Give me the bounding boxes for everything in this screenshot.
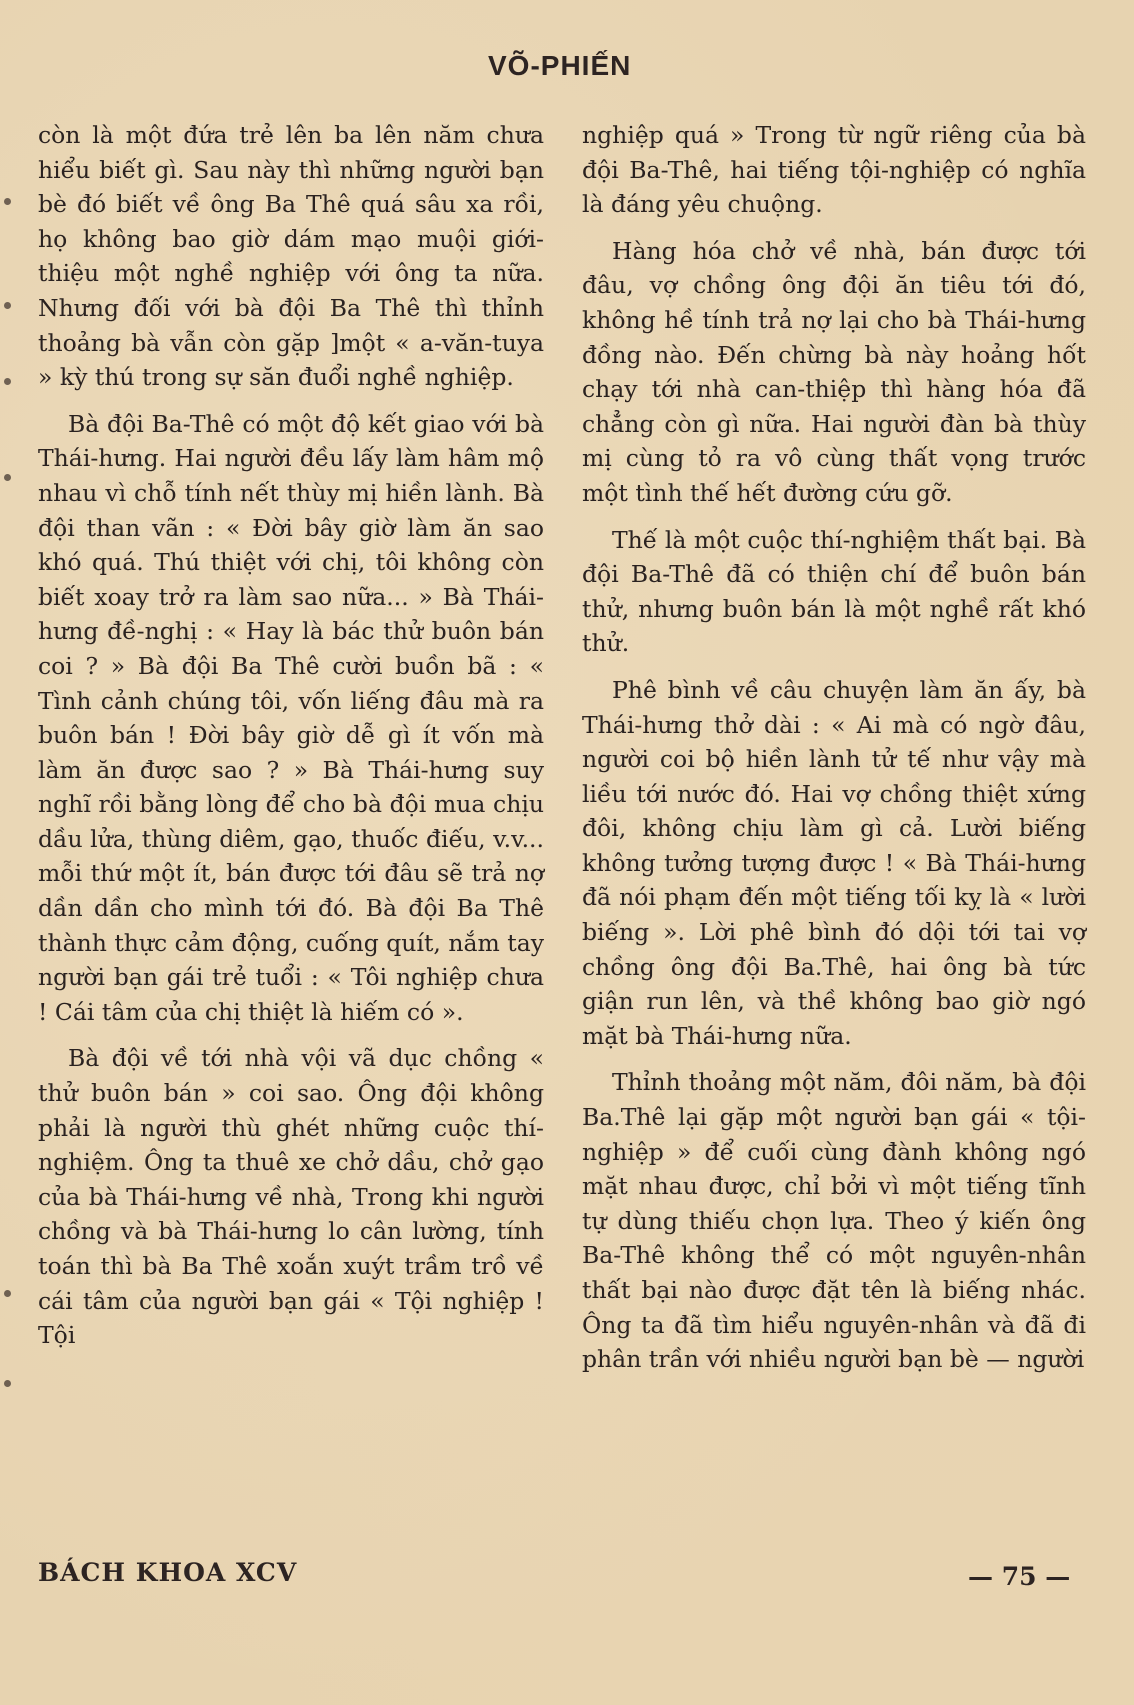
left-column (38, 118, 544, 1365)
margin-dot (4, 474, 11, 481)
left-paragraph-3: Bà đội về tới nhà vội vã dục chồng « thử buôn bán » coi sao. Ông đội không phải là người thù ghét những cuộc thí-nghiệm. Ông ta thuê xe chở dầu, chở gạo của bà Thái-hưng về nhà, Trong khi người chồng và bà Thái-hưng lo cân lường, tính toán thì bà Ba Thê xoắn xuýt trầm trồ về cái tâm của người bạn gái « Tội nghiệp ! Tội (38, 1044, 544, 1350)
running-title: VÕ-PHIẾN (488, 50, 632, 81)
left-paragraph-1: còn là một đứa trẻ lên ba lên năm chưa hiểu biết gì. Sau này thì những người bạn bè đó biết về ông Ba Thê quá sâu xa rồi, họ không bao giờ dám mạo muội giới-thiệu một nghề nghiệp với ông ta nữa. Nhưng đối với bà đội Ba Thê thì thỉnh thoảng bà vẫn còn gặp ]một « a-văn-tuya » kỳ thú trong sự săn đuổi nghề nghiệp. (38, 121, 544, 392)
left-paragraph-2: Bà đội Ba-Thê có một độ kết giao với bà Thái-hưng. Hai người đều lấy làm hâm mộ nhau vì chỗ tính nết thùy mị hiền lành. Bà đội than vãn : « Đời bây giờ làm ăn sao khó quá. Thú thiệt với chị, tôi không còn biết xoay trở ra làm sao nữa... » Bà Thái-hưng đề-nghị : « Hay là bác thử buôn bán coi ? » Bà đội Ba Thê cười buồn bã : « Tình cảnh chúng tôi, vốn liếng đâu mà ra buôn bán ! Đời bây giờ dễ gì ít vốn mà làm ăn được sao ? » Bà Thái-hưng suy nghĩ rồi bằng lòng để cho bà đội mua chịu dầu lửa, thùng diêm, gạo, thuốc điếu, v.v... mỗi thứ một ít, bán được tới đâu sẽ trả nợ dần dần cho mình tới đó. Bà đội Ba Thê thành thực cảm động, cuống quít, nắm tay người bạn gái trẻ tuổi : « Tôi nghiệp chưa ! Cái tâm của chị thiệt là hiếm có ». (38, 409, 544, 1026)
margin-dot (4, 1380, 11, 1387)
publication-name: BÁCH KHOA XCV (38, 1558, 298, 1587)
right-column (582, 118, 1086, 1389)
margin-dot (4, 1290, 11, 1297)
margin-dot (4, 198, 11, 205)
right-paragraph-3: Thế là một cuộc thí-nghiệm thất bại. Bà đội Ba-Thê đã có thiện chí để buôn bán thử, nhưng buôn bán là một nghề rất khó thử. (582, 525, 1086, 658)
right-paragraph-1: nghiệp quá » Trong từ ngữ riêng của bà đội Ba-Thê, hai tiếng tội-nghiệp có nghĩa là đáng yêu chuộng. (582, 121, 1086, 219)
right-paragraph-2: Hàng hóa chở về nhà, bán được tới đâu, vợ chồng ông đội ăn tiêu tới đó, không hề tính trả nợ lại cho bà Thái-hưng đồng nào. Đến chừng bà này hoảng hốt chạy tới nhà can-thiệp thì hàng hóa đã chẳng còn gì nữa. Hai người đàn bà thùy mị cùng tỏ ra vô cùng thất vọng trước một tình thế hết đường cứu gỡ. (582, 236, 1086, 507)
right-paragraph-5: Thỉnh thoảng một năm, đôi năm, bà đội Ba.Thê lại gặp một người bạn gái « tội-nghiệp » để cuối cùng đành không ngó mặt nhau được, chỉ bởi vì một tiếng tĩnh tự dùng thiếu chọn lựa. Theo ý kiến ông Ba-Thê không thể có một nguyên-nhân thất bại nào được đặt tên là biếng nhác. Ông ta đã tìm hiểu nguyên-nhân và đã đi phân trần với nhiều người bạn bè — người (582, 1068, 1086, 1374)
margin-dot (4, 302, 11, 309)
page-number: — 75 — (968, 1562, 1071, 1591)
right-paragraph-4: Phê bình về câu chuyện làm ăn ấy, bà Thái-hưng thở dài : « Ai mà có ngờ đâu, người coi bộ hiền lành tử tế như vậy mà liều tới nước đó. Hai vợ chồng thiệt xứng đôi, không chịu làm gì cả. Lười biếng không tưởng tượng được ! « Bà Thái-hưng đã nói phạm đến một tiếng tối kỵ là « lười biếng ». Lời phê bình đó dội tới tai vợ chồng ông đội Ba.Thê, hai ông bà tức giận run lên, và thề không bao giờ ngó mặt bà Thái-hưng nữa. (582, 675, 1086, 1050)
margin-dot (4, 378, 11, 385)
